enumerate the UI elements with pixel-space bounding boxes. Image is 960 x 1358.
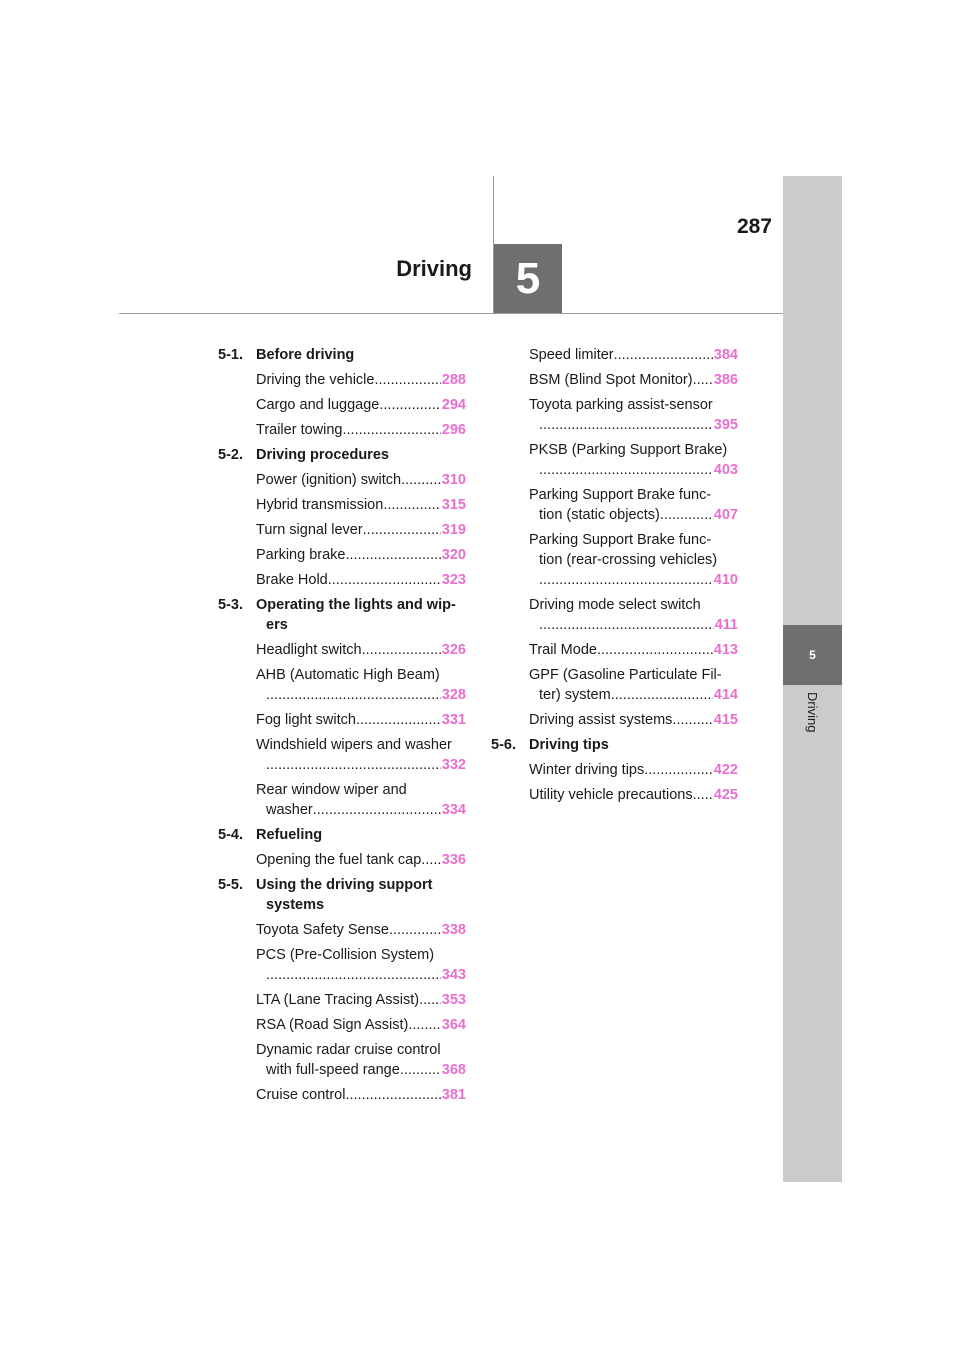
entry-page[interactable]: 288 (441, 372, 466, 388)
toc-section-5-5[interactable] (218, 875, 466, 915)
entry-text: Brake Hold (256, 572, 328, 588)
toc-entry[interactable] (529, 485, 738, 525)
entry-text: Rear window wiper and (256, 782, 407, 798)
entry-text: Dynamic radar cruise control (256, 1042, 441, 1058)
entry-page[interactable]: 384 (713, 347, 738, 363)
toc-entry[interactable] (256, 495, 466, 515)
section-number: 5-1. (218, 347, 243, 363)
chapter-number-badge: 5 (494, 244, 562, 313)
entry-text: Windshield wipers and washer (256, 737, 452, 753)
toc-column-right (491, 345, 738, 810)
toc-entry[interactable] (529, 665, 738, 705)
toc-entry[interactable] (529, 640, 738, 660)
entry-text-cont: tion (rear-crossing vehicles) (539, 552, 718, 568)
toc-section-5-6[interactable] (491, 735, 738, 755)
toc-entry[interactable] (256, 920, 466, 940)
entry-text: RSA (Road Sign Assist) (256, 1017, 409, 1033)
entry-text: Driving the vehicle (256, 372, 375, 388)
entry-text-cont: ter) system (539, 687, 611, 703)
entry-text: Power (ignition) switch (256, 472, 402, 488)
section-title (256, 595, 466, 635)
entry-page[interactable]: 403 (713, 462, 738, 478)
entry-text: PKSB (Parking Support Brake) (529, 442, 728, 458)
toc-entry[interactable] (529, 395, 738, 435)
toc-entry[interactable] (256, 735, 466, 775)
entry-text-cont: with full-speed range (266, 1062, 400, 1078)
entry-text: AHB (Automatic High Beam) (256, 667, 440, 683)
section-title: Refueling (256, 827, 323, 843)
section-number: 5-6. (491, 737, 516, 753)
section-title: Driving procedures (256, 447, 389, 463)
entry-page[interactable]: 381 (441, 1087, 466, 1103)
section-number: 5-2. (218, 447, 243, 463)
entry-text: Turn signal lever (256, 522, 363, 538)
entry-text: PCS (Pre-Collision System) (256, 947, 435, 963)
entry-text: Driving mode select switch (529, 597, 701, 613)
entry-page[interactable]: 294 (441, 397, 466, 413)
entry-page[interactable]: 328 (441, 687, 466, 703)
page-number: 287 (736, 215, 772, 238)
entry-text: Trailer towing (256, 422, 343, 438)
toc-section-5-4[interactable] (218, 825, 466, 845)
entry-page[interactable]: 410 (713, 572, 738, 588)
entry-page[interactable]: 413 (713, 642, 738, 658)
toc-entry[interactable] (256, 370, 466, 390)
section-number: 5-5. (218, 877, 243, 893)
entry-text: Hybrid transmission (256, 497, 384, 513)
toc-entry[interactable] (529, 785, 738, 805)
entry-page[interactable]: 319 (441, 522, 466, 538)
toc-entry[interactable] (256, 1040, 466, 1080)
entry-text: Opening the fuel tank cap (256, 852, 422, 868)
entry-page[interactable]: 407 (713, 507, 738, 523)
entry-text: Fog light switch (256, 712, 356, 728)
entry-text: Toyota Safety Sense (256, 922, 389, 938)
toc-column-left (218, 345, 466, 1110)
entry-text: Cruise control (256, 1087, 346, 1103)
side-tab-number[interactable]: 5 (783, 625, 842, 685)
toc-entry[interactable] (256, 420, 466, 440)
section-title (256, 875, 466, 915)
entry-text: Parking brake (256, 547, 346, 563)
toc-entry[interactable] (256, 1085, 466, 1105)
side-tab-label (783, 692, 842, 752)
toc-entry[interactable] (529, 710, 738, 730)
section-title-line-2: ers (266, 617, 288, 633)
entry-text: Trail Mode (529, 642, 597, 658)
entry-text-cont: washer (266, 802, 313, 818)
entry-text: BSM (Blind Spot Monitor) (529, 372, 693, 388)
entry-page[interactable]: 323 (441, 572, 466, 588)
toc-entry[interactable] (256, 640, 466, 660)
entry-page[interactable]: 343 (441, 967, 466, 983)
toc-entry[interactable] (256, 570, 466, 590)
entry-text: Parking Support Brake func- (529, 532, 712, 548)
section-title-line-1: Using the driving support (256, 877, 433, 893)
entry-text: Cargo and luggage (256, 397, 380, 413)
entry-page[interactable]: 364 (441, 1017, 466, 1033)
toc-entry[interactable] (256, 945, 466, 985)
header-horizontal-rule (119, 313, 783, 314)
toc-entry[interactable] (529, 760, 738, 780)
entry-text: Utility vehicle precautions (529, 787, 693, 803)
toc-section-5-3[interactable] (218, 595, 466, 635)
entry-text: Driving assist systems (529, 712, 673, 728)
section-title-line-2: systems (266, 897, 325, 913)
toc-entry[interactable] (256, 470, 466, 490)
entry-page[interactable]: 332 (441, 757, 466, 773)
entry-text: LTA (Lane Tracing Assist) (256, 992, 420, 1008)
toc-entry[interactable] (529, 440, 738, 480)
section-title: Driving tips (529, 737, 609, 753)
toc-entry[interactable] (256, 990, 466, 1010)
entry-text: Headlight switch (256, 642, 362, 658)
entry-page[interactable]: 326 (441, 642, 466, 658)
toc-section-5-2[interactable] (218, 445, 466, 465)
chapter-title: Driving (396, 256, 472, 281)
entry-page[interactable]: 334 (441, 802, 466, 818)
entry-page[interactable]: 411 (714, 617, 738, 633)
entry-text: Parking Support Brake func- (529, 487, 712, 503)
entry-page[interactable]: 415 (713, 712, 738, 728)
section-title-line-1: Operating the lights and wip- (256, 597, 456, 613)
toc-entry[interactable] (256, 1015, 466, 1035)
toc-entry[interactable] (256, 710, 466, 730)
toc-entry[interactable] (529, 345, 738, 365)
entry-page[interactable]: 414 (713, 687, 738, 703)
entry-page[interactable]: 336 (441, 852, 466, 868)
entry-page[interactable]: 425 (713, 787, 738, 803)
toc-entry[interactable] (529, 595, 738, 635)
section-number: 5-4. (218, 827, 243, 843)
toc-entry[interactable] (529, 530, 738, 590)
toc-entry[interactable] (256, 780, 466, 820)
entry-page[interactable]: 331 (441, 712, 466, 728)
entry-page[interactable]: 395 (713, 417, 738, 433)
toc-entry[interactable] (256, 395, 466, 415)
toc-entry[interactable] (256, 520, 466, 540)
entry-page[interactable]: 320 (441, 547, 466, 563)
toc-entry[interactable] (256, 850, 466, 870)
toc-section-5-1[interactable] (218, 345, 466, 365)
entry-text: Speed limiter (529, 347, 614, 363)
toc-entry[interactable] (529, 370, 738, 390)
entry-text: Winter driving tips (529, 762, 645, 778)
section-title: Before driving (256, 347, 355, 363)
toc-entry[interactable] (256, 545, 466, 565)
entry-page[interactable]: 353 (441, 992, 466, 1008)
side-tab-label-text: Driving (805, 692, 820, 733)
toc-entry[interactable] (256, 665, 466, 705)
entry-page[interactable]: 296 (441, 422, 466, 438)
entry-text-cont: tion (static objects) (539, 507, 660, 523)
section-number: 5-3. (218, 597, 243, 613)
entry-page[interactable]: 338 (441, 922, 466, 938)
entry-text: GPF (Gasoline Particulate Fil- (529, 667, 722, 683)
entry-text: Toyota parking assist-sensor (529, 397, 713, 413)
entry-page[interactable]: 368 (441, 1062, 466, 1078)
entry-page[interactable]: 310 (441, 472, 466, 488)
entry-page[interactable]: 386 (713, 372, 738, 388)
entry-page[interactable]: 422 (713, 762, 738, 778)
entry-page[interactable]: 315 (441, 497, 466, 513)
